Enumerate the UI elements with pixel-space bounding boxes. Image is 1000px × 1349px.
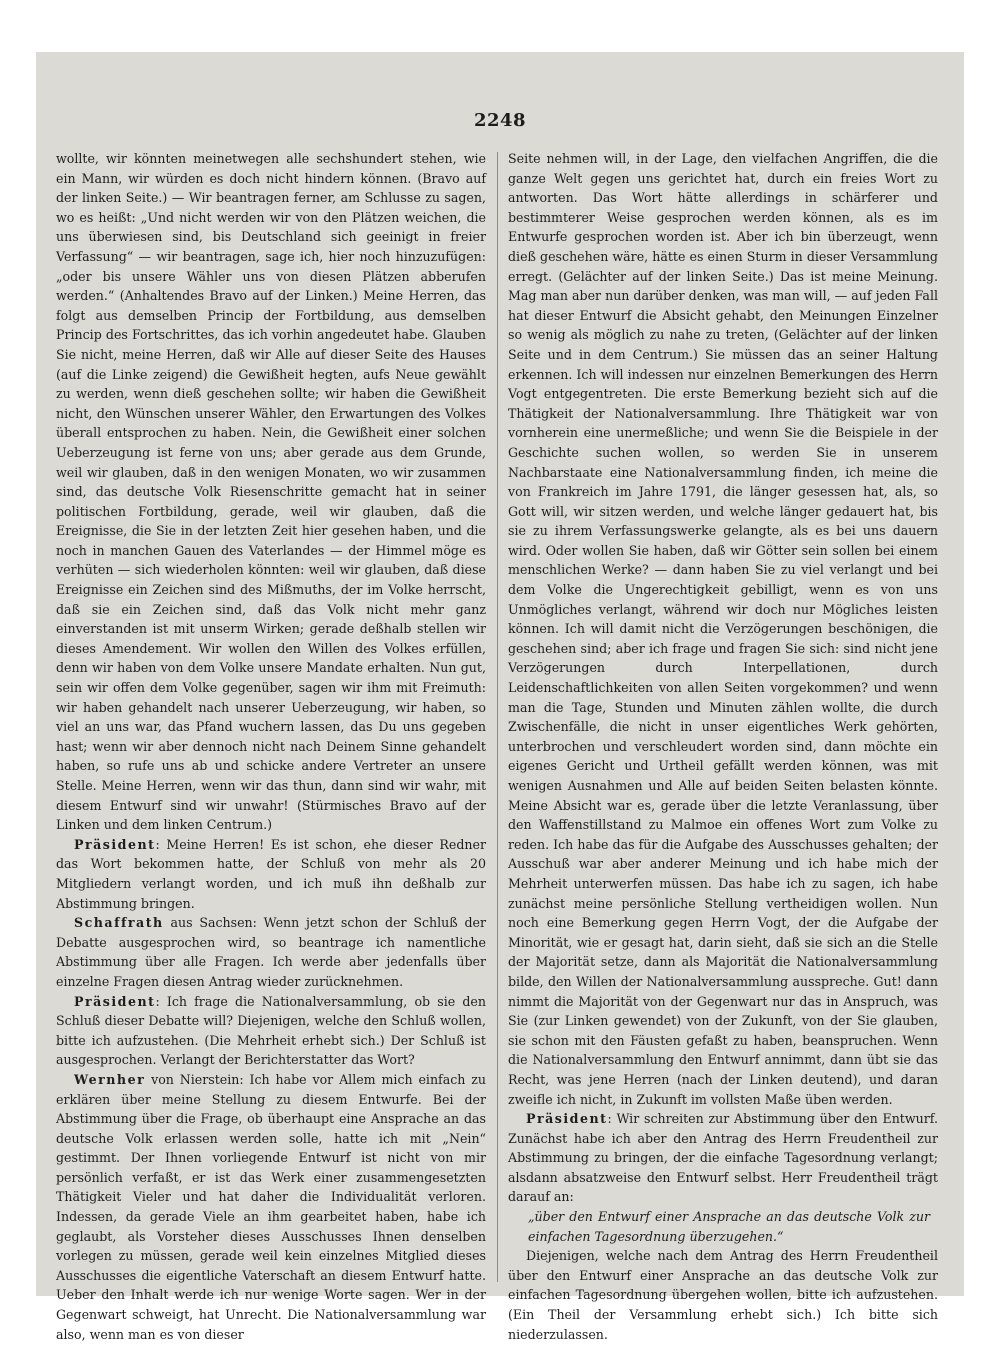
speech-text: von Nierstein: Ich habe vor Allem mich einfach zu erklären über meine Stellung zu diesem Entwurfe. Bei der Abstimmung über die Frage, ob überhaupt eine Ansprache an das deutsche Volk erlassen werden solle, hatte ich mit „Nein“ gestimmt. Der Ihnen vorliegende Entwurf ist nicht von mir persönlich verfaßt, er ist das Werk einer zusammengesetzten Thätigkeit Vieler und hat daher die Individualität verloren. Indessen, da gerade Viele an ihm gearbeitet haben, habe ich geglaubt, als Vorsteher dieses Ausschusses Ihnen denselben vorlegen zu müssen, gerade weil kein einzelnes Mitglied dieses Ausschusses die eigentliche Vaterschaft an diesem Entwurf hatte. Ueber den Inhalt werde ich nur wenige Worte sagen. Wer in der Gegenwart schweigt, hat Unrecht. Die Nationalversammlung war also, wenn man es von dieser bbox=[56, 1071, 486, 1342]
paragraph bbox=[56, 1070, 486, 1344]
left-column bbox=[56, 149, 486, 1342]
speaker-name: Präsident bbox=[526, 1111, 608, 1127]
right-column bbox=[508, 149, 938, 1342]
speaker-name: Wernher bbox=[74, 1071, 146, 1087]
quoted-motion: „über den Entwurf einer Ansprache an das deutsche Volk zur einfachen Tagesordnung überzugehen.“ bbox=[528, 1209, 930, 1244]
speech-text: aus Sachsen: Wenn jetzt schon der Schluß der Debatte ausgesprochen wird, so beantrage ich namentliche Abstimmung über alle Fragen. Ich werde aber jedenfalls über einzelne Fragen diesen Antrag wieder zurücknehmen. bbox=[56, 915, 486, 989]
speech-text: : Ich frage die Nationalversammlung, ob sie den Schluß dieser Debatte will? Diejenigen, welche den Schluß wollen, bitte ich aufzustehen. (Die Mehrheit erhebt sich.) Der Schluß ist ausgesprochen. Verlangt der Berichterstatter das Wort? bbox=[56, 993, 486, 1068]
paragraph: Seite nehmen will, in der Lage, den vielfachen Angriffen, die die ganze Welt gegen uns gerichtet hat, durch ein freies Wort zu antworten. Das Wort hätte allerdings in schärferer und bestimmterer Weise gesprochen werden können, als es im Entwurfe gesprochen worden ist. Aber ich bin überzeugt, wenn dieß geschehen wäre, hätte es einen Sturm in dieser Versammlung erregt. (Gelächter auf der linken Seite.) Das ist meine Meinung. Mag man aber nun darüber denken, was man will, — auf jeden Fall hat dieser Entwurf die Absicht gehabt, den Meinungen Einzelner so wenig als möglich zu nahe zu treten, (Gelächter auf der linken Seite und in dem Centrum.) Sie müssen das an seiner Haltung erkennen. Ich will indessen nur einzelnen Bemerkungen des Herrn Vogt entgegentreten. Die erste Bemerkung bezieht sich auf die Thätigkeit der Nationalversammlung. Ihre Thätigkeit war von vornherein eine unermeßliche; und wenn Sie die Beispiele in der Geschichte suchen wollen, so werden Sie in unserem Nachbarstaate eine Nationalversammlung finden, ich meine die von Frankreich im Jahre 1791, die länger gesessen hat, als, so Gott will, wir sitzen werden, und welche länger gedauert hat, bis sie zu ihrem Verfassungswerke gelangte, als es bei uns dauern wird. Oder wollen Sie haben, daß wir Götter sein sollen bei einem menschlichen Werke? — dann haben Sie zu viel verlangt und bei dem Volke die Ungerechtigkeit gebilligt, wenn es von uns Unmögliches verlangt, während wir doch nur Mögliches leisten können. Ich will damit nicht die Verzögerungen beschönigen, die geschehen sind; aber ich frage und fragen Sie sich: sind nicht jene Verzögerungen durch Interpellationen, durch Leidenschaftlichkeiten von allen Seiten vorgekommen? und wenn man die Tage, Stunden und Minuten zählen wollte, die durch Zwischenfälle, die nicht in unser eigentliches Werk gehörten, unterbrochen und verschleudert worden sind, dann möchte ein eigenes Gericht und Urtheil gefällt werden können, was mit wenigen Ausnahmen und Alle auf beiden Seiten belasten könnte. Meine Absicht war es, gerade über die letzte Veranlassung, über den Waffenstillstand zu Malmoe ein offenes Wort zum Volke zu reden. Ich habe das für die Aufgabe des Ausschusses gehalten; der Ausschuß war aber anderer Meinung und ich habe mich der Mehrheit unterwerfen müssen. Das habe ich zu sagen, ich habe zunächst meine persönliche Stellung vertheidigen wollen. Nun noch eine Bemerkung gegen Herrn Vogt, der die Aufgabe der Minorität, wie er gesagt hat, darin sieht, daß sie sich an die Stelle der Majorität setze, dann als Majorität die Nationalversammlung bilde, den Willen der Nationalversammlung ausspreche. Gut! dann nimmt die Majorität von der Gegenwart nur das in Anspruch, was Sie (zur Linken gewendet) von der Zukunft, von der Sie glauben, sie schon mit den Fäusten gefaßt zu haben, beanspruchen. Wenn die Nationalversammlung den Entwurf annimmt, dann übt sie das Recht, was jene Herren (nach der Linken deutend), und daran zweifle ich nicht, in Zukunft im vollsten Maße üben werden. bbox=[508, 151, 938, 1107]
speaker-name: Schaffrath bbox=[74, 915, 164, 931]
speaker-name: Präsident bbox=[74, 993, 156, 1009]
page-number: 2248 bbox=[473, 110, 527, 131]
speech-text: : Wir schreiten zur Abstimmung über den Entwurf. Zunächst habe ich aber den Antrag des Herrn Freudentheil zur Abstimmung zu bringen, der die einfache Tagesordnung verlangt; alsdann absatzweise den Entwurf selbst. Herr Freudentheil trägt darauf an: bbox=[508, 1111, 938, 1205]
paragraph bbox=[56, 913, 486, 991]
paragraph: wollte, wir könnten meinetwegen alle sechshundert stehen, wie ein Mann, wir würden es doch nicht hindern können. (Bravo auf der linken Seite.) — Wir beantragen ferner, am Schlusse zu sagen, wo es heißt: „Und nicht werden wir von den Plätzen weichen, die uns überwiesen sind, bis Deutschland sich geeinigt in freier Verfassung“ — wir beantragen, sage ich, hier noch hinzuzufügen: „oder bis unsere Wähler uns von diesen Plätzen abberufen werden.“ (Anhaltendes Bravo auf der Linken.) Meine Herren, das folgt aus demselben Princip der Fortbildung, aus demselben Princip des Fortschrittes, das ich vorhin angedeutet habe. Glauben Sie nicht, meine Herren, daß wir Alle auf dieser Seite des Hauses (auf die Linke zeigend) die Gewißheit hegten, aufs Neue gewählt zu werden, wenn dieß geschehen sollte; wir haben die Gewißheit nicht, den Wünschen unserer Wähler, den Erwartungen des Volkes überall entsprochen zu haben. Nein, die Gewißheit einer solchen Ueberzeugung ist ferne von uns; aber gerade aus dem Grunde, weil wir glauben, daß in den wenigen Monaten, wo wir zusammen sind, das deutsche Volk Riesenschritte gemacht hat in seiner politischen Fortbildung, gerade, weil wir glauben, daß die Ereignisse, die Sie in der letzten Zeit hier gesehen haben, und die noch in manchen Gauen des Vaterlandes — der Himmel möge es verhüten — sich wiederholen könnten: weil wir glauben, daß diese Ereignisse ein Zeichen sind des Mißmuths, der im Volke herrscht, daß sie ein Zeichen sind, daß das Volk nicht mehr ganz einverstanden ist mit unserm Wirken; gerade deßhalb stellen wir dieses Amendement. Wir wollen den Willen des Volkes erfüllen, denn wir haben von dem Volke unsere Mandate erhalten. Nun gut, sein wir offen dem Volke gegenüber, sagen wir ihm mit Freimuth: wir haben gehandelt nach unserer Ueberzeugung, wir haben, so viel an uns war, das Pfand wuchern lassen, das Du uns gegeben hast; wenn wir aber dennoch nicht nach Deinem Sinne gehandelt haben, so rufe uns ab und schicke andere Vertreter an unsere Stelle. Meine Herren, wenn wir das thun, dann sind wir wahr, mit diesem Entwurf sind wir unwahr! (Stürmisches Bravo auf der Linken und dem linken Centrum.) bbox=[56, 151, 486, 833]
paragraph bbox=[56, 835, 486, 913]
paragraph bbox=[56, 992, 486, 1070]
speech-text: : Meine Herren! Es ist schon, ehe dieser Redner das Wort bekommen hatte, der Schluß von mehr als 20 Mitgliedern verlangt worden, und ich muß ihn deßhalb zur Abstimmung bringen. bbox=[56, 836, 486, 911]
speaker-name: Präsident bbox=[74, 836, 156, 852]
newspaper-page bbox=[36, 52, 964, 1342]
paragraph bbox=[508, 1109, 938, 1207]
paragraph: Diejenigen, welche nach dem Antrag des Herrn Freudentheil über den Entwurf einer Ansprache an das deutsche Volk zur einfachen Tagesordnung übergehen wollen, bitte ich aufzustehen. (Ein Theil der Versammlung erhebt sich.) Ich bitte sich niederzulassen. bbox=[508, 1248, 938, 1342]
column-divider bbox=[497, 152, 498, 1282]
